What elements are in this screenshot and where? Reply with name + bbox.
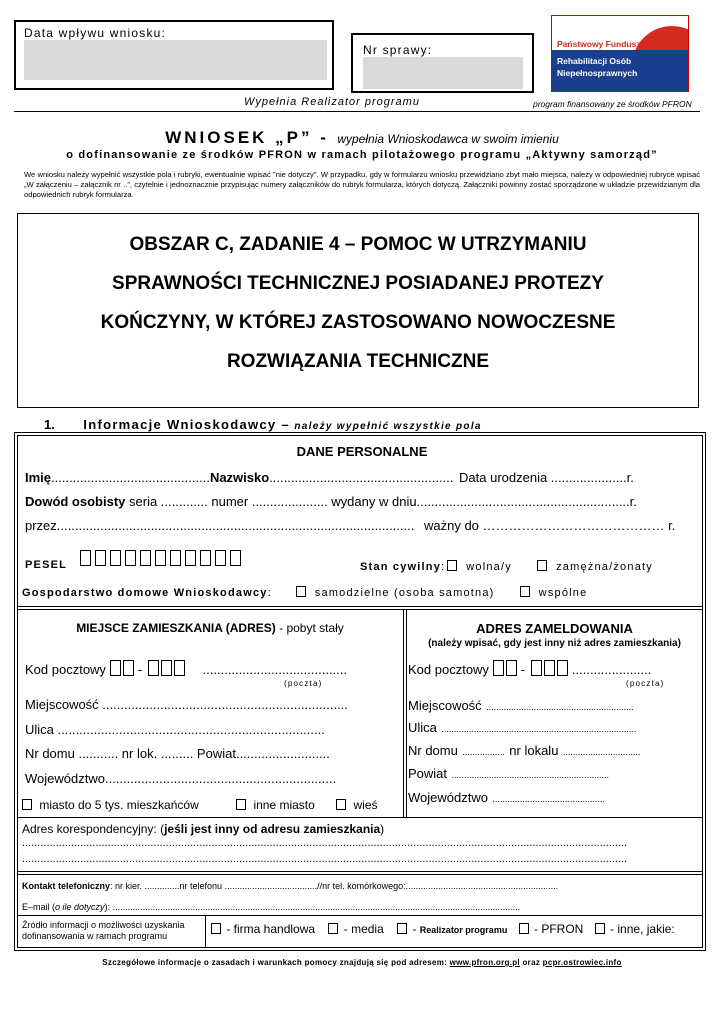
first-name-label: Imię xyxy=(25,470,52,485)
residence-voivodeship[interactable]: Województwo................................................................ xyxy=(25,771,337,786)
postcode-digit-box[interactable] xyxy=(174,660,185,676)
pesel-digit-box[interactable] xyxy=(215,550,226,566)
section-1-number: 1. xyxy=(44,417,55,432)
other-city-label: inne miasto xyxy=(253,798,315,812)
registration-header: ADRES ZAMELDOWANIA xyxy=(476,621,633,636)
household-label: Gospodarstwo domowe Wnioskodawcy xyxy=(22,587,268,599)
id-card-label: Dowód osobisty xyxy=(25,494,126,509)
address-top-divider xyxy=(17,606,703,607)
correspondence-label xyxy=(22,822,384,836)
marital-status-row: Stan cywilny: wolna/y zamężna/żonaty xyxy=(360,561,653,573)
first-name-field[interactable]: ............................................ xyxy=(51,470,210,485)
footer xyxy=(0,958,724,967)
correspondence-label-bold: jeśli jest inny od adresu zamieszkania xyxy=(164,822,381,836)
registration-county-label: Powiat xyxy=(408,766,448,781)
source-shop-checkbox[interactable] xyxy=(211,923,221,934)
area-line-1: OBSZAR C, ZADANIE 4 – POMOC W UTRZYMANIU xyxy=(129,234,587,255)
correspondence-label-text: Adres korespondencyjny: ( xyxy=(22,822,165,836)
source-realizator-label: Realizator programu xyxy=(419,925,508,935)
source-realizator-checkbox[interactable] xyxy=(397,923,407,934)
registration-city-row xyxy=(408,697,634,715)
source-other-label: - inne, jakie: xyxy=(610,922,675,936)
correspondence-divider xyxy=(17,817,703,818)
pesel-digit-box[interactable] xyxy=(110,550,121,566)
postcode-digit-box[interactable] xyxy=(506,660,517,676)
residence-house-number[interactable]: Nr domu ........... nr lok. ......... Powiat.......................... xyxy=(25,746,330,761)
household-row: Gospodarstwo domowe Wnioskodawcy: samodzielne (osoba samotna) wspólne xyxy=(22,587,588,599)
residence-note: - pobyt stały xyxy=(279,621,344,635)
pesel-digit-box[interactable] xyxy=(140,550,151,566)
household-single-label: samodzielne (osoba samotna) xyxy=(314,587,495,599)
area-line-2: SPRAWNOŚCI TECHNICZNEJ POSIADANEJ PROTEZY xyxy=(112,273,604,294)
registration-street-row xyxy=(408,719,636,737)
residence-post-office-field[interactable]: ........................................ xyxy=(202,662,348,677)
residence-title: MIEJSCE ZAMIESZKANIA (ADRES) xyxy=(76,621,276,635)
phone-fields[interactable]: : nr kier. ..............nr telefonu .....................................//nr tel. komórkowego:............................................................. xyxy=(110,881,559,891)
source-column-divider xyxy=(205,915,206,948)
source-media-checkbox[interactable] xyxy=(328,923,338,934)
residence-post-office-caption: (poczta) xyxy=(284,679,323,688)
date-received-box xyxy=(14,20,334,90)
footer-text: Szczegółowe informacje o zasadach i warunkach pomocy znajdują się pod adresem: xyxy=(102,958,448,967)
correspondence-field-2[interactable]: ...................................................................................................................................................................................................... xyxy=(22,853,628,865)
date-received-field[interactable] xyxy=(24,40,327,80)
id-card-row xyxy=(25,494,637,509)
registration-house-label: Nr domu xyxy=(408,743,458,758)
pfron-logo xyxy=(551,15,689,92)
area-line-3: KOŃCZYNY, W KTÓREJ ZASTOSOWANO NOWOCZESNE xyxy=(100,312,616,333)
postcode-digit-box[interactable] xyxy=(148,660,159,676)
registration-flat-field[interactable]: ............................... xyxy=(562,747,641,757)
form-title-main: WNIOSEK „P” - xyxy=(165,128,329,147)
pesel-digit-box[interactable] xyxy=(95,550,106,566)
source-pfron-checkbox[interactable] xyxy=(519,923,529,934)
email-label-italic: o ile dotyczy xyxy=(55,902,105,912)
logo-line2: Rehabilitacji Osób xyxy=(557,56,632,66)
registration-street-label: Ulica xyxy=(408,720,437,735)
birth-date-field[interactable]: Data urodzenia .....................r. xyxy=(459,470,634,485)
small-town-checkbox[interactable] xyxy=(22,799,32,810)
registration-city-label: Miejscowość xyxy=(408,698,482,713)
pesel-digit-box[interactable] xyxy=(80,550,91,566)
registration-house-field[interactable]: ................. xyxy=(462,747,505,757)
program-note: program finansowany ze środków PFRON xyxy=(533,99,692,109)
postcode-digit-box[interactable] xyxy=(123,660,134,676)
pesel-digit-box[interactable] xyxy=(230,550,241,566)
email-label-start: E–mail ( xyxy=(22,902,56,912)
pesel-label: PESEL xyxy=(25,559,68,571)
form-title-note: wypełnia Wnioskodawca w swoim imieniu xyxy=(337,132,559,146)
registration-postcode-label: Kod pocztowy xyxy=(408,662,489,677)
household-single-checkbox[interactable] xyxy=(296,586,306,597)
correspondence-field-1[interactable]: ...................................................................................................................................................................................................... xyxy=(22,837,628,849)
source-realizator-dash: - xyxy=(412,922,417,936)
registration-voivodeship-row xyxy=(408,789,605,807)
pesel-row xyxy=(25,550,245,571)
section-1-title: Informacje Wnioskodawcy – xyxy=(83,417,290,432)
registration-flat-label: nr lokalu xyxy=(509,743,559,758)
registration-voivodeship-label: Województwo xyxy=(408,790,488,805)
registration-post-office-field[interactable]: ...................... xyxy=(571,662,652,677)
residence-street[interactable]: Ulica .......................................................................... xyxy=(25,722,325,737)
residence-city[interactable]: Miejscowość .................................................................... xyxy=(25,697,348,712)
address-top-divider-2 xyxy=(17,609,703,610)
residence-header xyxy=(17,621,403,635)
pesel-digit-box[interactable] xyxy=(200,550,211,566)
issuer-row xyxy=(25,518,675,533)
case-number-box xyxy=(351,33,534,93)
case-number-label: Nr sprawy: xyxy=(363,43,433,57)
correspondence-label-close: ) xyxy=(380,822,385,836)
instructions: We wniosku należy wypełnić wszystkie pola i rubryki, ewentualnie wpisać "nie dotyczy". W przypadku, gdy w formularzu wniosku przewidziano zbyt mało miejsca, należy w odpowiedniej rubryce wpisać „W załączeniu – załącznik nr ..”, czytelnie i jednoznacznie przypisując numery załączników do rubryk formularza, których dotyczą. Załączniki powinny zostać sporządzone w układzie przewidzianym dla odpowiednich rubryk formularza. xyxy=(24,170,700,199)
last-name-label: Nazwisko xyxy=(209,470,270,485)
realizator-note: Wypełnia Realizator programu xyxy=(244,96,420,108)
postcode-digit-box[interactable] xyxy=(161,660,172,676)
postcode-digit-box[interactable] xyxy=(110,660,121,676)
personal-header: DANE PERSONALNE xyxy=(296,444,428,459)
valid-until-field[interactable]: ważny do …………………………………… r. xyxy=(423,518,676,533)
contact-divider-2 xyxy=(17,874,703,875)
residence-type-row xyxy=(22,798,378,812)
footer-link-pfron[interactable]: www.pfron.org.pl xyxy=(449,958,520,967)
form-title xyxy=(0,128,724,148)
area-line-4: ROZWIĄZANIA TECHNICZNE xyxy=(226,351,490,372)
name-row xyxy=(25,470,634,485)
other-city-checkbox[interactable] xyxy=(236,799,246,810)
source-shop-label: - firma handlowa xyxy=(226,922,316,936)
pesel-digit-box[interactable] xyxy=(185,550,196,566)
area-box xyxy=(17,213,699,408)
small-town-label: miasto do 5 tys. mieszkańców xyxy=(39,798,199,812)
registration-county-row xyxy=(408,765,609,783)
village-label: wieś xyxy=(353,798,378,812)
section-1-note: należy wypełnić wszystkie pola xyxy=(294,421,482,432)
issued-by-field[interactable]: przez................................................................................................... xyxy=(25,518,415,533)
contact-divider xyxy=(17,871,703,872)
email-row[interactable] xyxy=(22,902,520,912)
registration-house-row xyxy=(408,742,640,760)
address-column-divider xyxy=(403,609,404,817)
registration-note: (należy wpisać, gdy jest inny niż adres zamieszkania) xyxy=(428,638,681,649)
header-divider xyxy=(14,111,700,112)
pesel-digit-box[interactable] xyxy=(125,550,136,566)
source-label: Źródło informacji o możliwości uzyskania dofinansowania w ramach programu xyxy=(22,920,185,941)
last-name-field[interactable]: ................................................... xyxy=(269,470,454,485)
pesel-digits[interactable] xyxy=(80,551,245,568)
postcode-digit-box[interactable] xyxy=(493,660,504,676)
phone-label: Kontakt telefoniczny xyxy=(22,881,111,891)
pesel-digit-box[interactable] xyxy=(155,550,166,566)
registration-street-field[interactable]: .............................................................................. xyxy=(441,724,637,734)
source-other-checkbox[interactable] xyxy=(595,923,605,934)
source-media-label: - media xyxy=(343,922,384,936)
registration-postcode-boxes[interactable]: - xyxy=(493,662,572,677)
registration-postcode-row xyxy=(408,660,651,677)
residence-postcode-label: Kod pocztowy xyxy=(25,662,106,677)
residence-postcode-row xyxy=(25,660,347,677)
source-divider xyxy=(17,915,703,916)
registration-post-office-caption: (poczta) xyxy=(626,679,665,688)
single-checkbox[interactable] xyxy=(447,560,457,571)
footer-oraz: oraz xyxy=(522,958,541,967)
pesel-digit-box[interactable] xyxy=(170,550,181,566)
logo-line3: Niepełnosprawnych xyxy=(557,68,638,78)
footer-link-pcpr[interactable]: pcpr.ostrowiec.info xyxy=(542,958,622,967)
postcode-digit-box[interactable] xyxy=(544,660,555,676)
village-checkbox[interactable] xyxy=(336,799,346,810)
marital-status-label: Stan cywilny xyxy=(360,561,442,573)
date-received-label: Data wpływu wniosku: xyxy=(24,26,167,40)
residence-postcode-boxes[interactable]: - xyxy=(110,662,189,677)
postcode-digit-box[interactable] xyxy=(531,660,542,676)
form-subtitle: o dofinansowanie ze środków PFRON w ramach pilotażowego programu „Aktywny samorząd” xyxy=(66,149,658,161)
registration-voivodeship-field[interactable]: ............................................. xyxy=(492,794,605,804)
source-options xyxy=(211,922,675,936)
source-pfron-label: - PFRON xyxy=(534,922,584,936)
registration-city-field[interactable]: ........................................................... xyxy=(486,702,634,712)
married-checkbox[interactable] xyxy=(537,560,547,571)
household-shared-checkbox[interactable] xyxy=(520,586,530,597)
email-label-end: ): xyxy=(104,902,111,912)
single-label: wolna/y xyxy=(466,561,512,573)
logo-line1: Państwowy Fundusz xyxy=(557,39,641,49)
id-card-field[interactable]: seria ............. numer ..................... wydany w dniu...........................................................r. xyxy=(129,494,637,509)
postcode-digit-box[interactable] xyxy=(557,660,568,676)
email-field[interactable]: ................................................................................................................................................................... xyxy=(112,902,521,912)
married-label: zamężna/żonaty xyxy=(556,561,653,573)
case-number-field[interactable] xyxy=(363,57,523,89)
phone-row[interactable] xyxy=(22,881,558,891)
registration-county-field[interactable]: ............................................................... xyxy=(451,770,610,780)
household-shared-label: wspólne xyxy=(538,587,588,599)
